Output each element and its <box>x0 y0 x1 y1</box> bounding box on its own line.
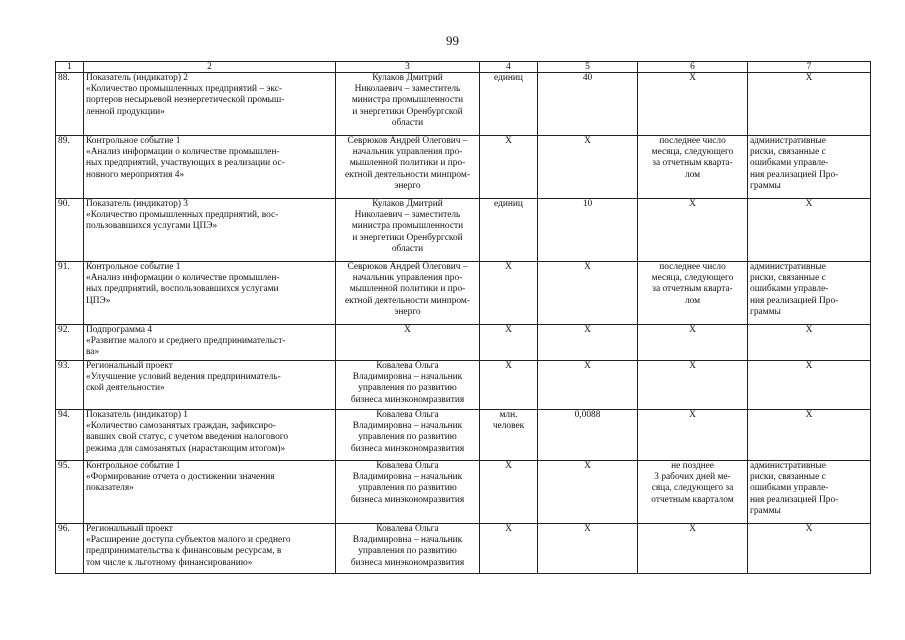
cell-text-line: Владимировна – начальник <box>352 535 463 546</box>
cell-text-line: Х <box>689 199 696 209</box>
row-number-cell: 90. <box>56 199 84 262</box>
cell-text-line: министра промышленности <box>351 221 464 232</box>
cell-text-line: единиц <box>494 73 523 83</box>
cell-text-line: Региональный проект <box>86 524 173 534</box>
cell-text-line: ЦПЭ» <box>86 295 111 306</box>
cell-text-line: режима для самозанятых (нарастающим итогом)» <box>86 443 286 454</box>
cell-text-line: не позднее <box>671 461 714 471</box>
unit-cell <box>480 325 538 361</box>
row-number-cell: 91. <box>56 262 84 325</box>
cell-text-line: том числе к льготному финансированию» <box>86 557 253 568</box>
cell-text-line: Показатель (индикатор) 2 <box>86 73 188 83</box>
program-table <box>55 61 871 574</box>
cell-text-line: Х <box>584 461 591 471</box>
description-cell <box>84 73 336 136</box>
unit-cell <box>480 73 538 136</box>
cell-text-line: Х <box>505 461 512 471</box>
row-number-cell: 88. <box>56 73 84 136</box>
header-cell: 3 <box>336 62 480 73</box>
cell-text-line: энерго <box>394 306 421 317</box>
risk-cell <box>748 410 871 461</box>
cell-text-line: Х <box>805 199 813 209</box>
description-cell <box>84 461 336 524</box>
cell-text-line: ектной деятельности минпром- <box>344 295 470 306</box>
cell-text-line: вавших свой статус, с учетом введения налогового <box>86 432 289 443</box>
cell-text-line: Владимировна – начальник <box>352 372 463 383</box>
cell-text-line: Кулаков Дмитрий <box>372 73 443 83</box>
description-cell <box>84 524 336 574</box>
cell-text-line: Х <box>584 361 591 371</box>
cell-text-line: Показатель (индикатор) 1 <box>86 410 188 420</box>
header-cell: 6 <box>638 62 748 73</box>
unit-cell <box>480 524 538 574</box>
cell-text-line: ных предприятий, участвующих в реализации ос- <box>86 158 285 169</box>
cell-text-line: «Расширение доступа субъектов малого и среднего <box>86 535 291 546</box>
cell-text-line: области <box>391 243 424 254</box>
row-number-cell: 93. <box>56 361 84 410</box>
cell-text-line: ской деятельности» <box>86 383 165 394</box>
cell-text-line: «Количество промышленных предприятий – экс- <box>86 84 283 95</box>
cell-text-line: человек <box>492 421 525 432</box>
value-cell <box>538 199 638 262</box>
cell-text-line: «Количество самозанятых граждан, зафиксиро- <box>86 421 276 432</box>
cell-text-line: граммы <box>750 306 781 317</box>
description-cell <box>84 361 336 410</box>
cell-text-line: Николаевич – заместитель <box>354 84 461 95</box>
cell-text-line: Х <box>505 524 512 534</box>
description-cell <box>84 199 336 262</box>
term-cell <box>638 73 748 136</box>
cell-text-line: начальник управления про- <box>352 147 463 158</box>
cell-text-line: и энергетики Оренбургской <box>352 106 463 117</box>
cell-text-line: «Анализ информации о количестве промышлен- <box>86 273 280 284</box>
cell-text-line: единиц <box>494 199 523 209</box>
cell-text-line: Х <box>584 524 591 534</box>
cell-text-line: управления по развитию <box>358 483 457 494</box>
table-row <box>56 199 871 262</box>
cell-text-line: ния реализацией Про- <box>750 295 839 306</box>
cell-text-line: Х <box>689 410 696 420</box>
row-number-cell: 89. <box>56 136 84 199</box>
description-cell <box>84 136 336 199</box>
cell-text-line: предпринимательства к финансовым ресурсам, в <box>86 546 282 557</box>
cell-text-line: Х <box>805 361 813 371</box>
cell-text-line: Х <box>584 262 591 272</box>
value-cell <box>538 524 638 574</box>
term-cell <box>638 524 748 574</box>
risk-cell <box>748 325 871 361</box>
table-row <box>56 410 871 461</box>
responsible-cell <box>336 524 480 574</box>
cell-text-line: риски, связанные с <box>750 147 826 158</box>
table-row <box>56 524 871 574</box>
page-number: 99 <box>446 33 459 48</box>
value-cell <box>538 262 638 325</box>
responsible-cell <box>336 461 480 524</box>
cell-text-line: «Количество промышленных предприятий, вос- <box>86 210 279 221</box>
term-cell <box>638 325 748 361</box>
term-cell <box>638 410 748 461</box>
cell-text-line: ошибками управле- <box>750 483 829 494</box>
cell-text-line: «Улучшение условий ведения предприниматель- <box>86 372 281 383</box>
risk-cell <box>748 262 871 325</box>
cell-text-line: Ковалева Ольга <box>376 524 439 534</box>
unit-cell <box>480 361 538 410</box>
unit-cell <box>480 199 538 262</box>
cell-text-line: Николаевич – заместитель <box>354 210 461 221</box>
cell-text-line: сяца, следующего за <box>651 483 734 494</box>
cell-text-line: «Формирование отчета о достижении значения <box>86 472 275 483</box>
cell-text-line: Региональный проект <box>86 361 173 371</box>
cell-text-line: за отчетным кварта- <box>652 284 733 295</box>
cell-text-line: Севрюков Андрей Олегович – <box>347 262 468 272</box>
cell-text-line: 0,0088 <box>574 410 601 420</box>
responsible-cell <box>336 361 480 410</box>
cell-text-line: мышленной политики и про- <box>349 158 466 169</box>
cell-text-line: энерго <box>394 180 421 191</box>
cell-text-line: риски, связанные с <box>750 273 826 284</box>
cell-text-line: управления по развитию <box>358 383 457 394</box>
unit-cell <box>480 262 538 325</box>
cell-text-line: бизнеса минэкономразвития <box>350 394 465 405</box>
cell-text-line: ошибками управле- <box>750 158 829 169</box>
cell-text-line: портеров несырьевой неэнергетической промыш- <box>86 95 285 106</box>
cell-text-line: месяца, следующего <box>651 273 734 284</box>
cell-text-line: пользовавшихся услугами ЦПЭ» <box>86 221 218 232</box>
cell-text-line: показателя» <box>86 483 134 494</box>
description-cell <box>84 410 336 461</box>
cell-text-line: Х <box>404 325 411 335</box>
cell-text-line: ния реализацией Про- <box>750 169 839 180</box>
risk-cell <box>748 73 871 136</box>
cell-text-line: Х <box>584 136 591 146</box>
cell-text-line: ошибками управле- <box>750 284 829 295</box>
cell-text-line: Севрюков Андрей Олегович – <box>347 136 468 146</box>
term-cell <box>638 461 748 524</box>
cell-text-line: ектной деятельности минпром- <box>344 169 470 180</box>
risk-cell <box>748 361 871 410</box>
cell-text-line: и энергетики Оренбургской <box>352 232 463 243</box>
cell-text-line: бизнеса минэкономразвития <box>350 494 465 505</box>
table-row <box>56 262 871 325</box>
table-header-row <box>56 62 871 73</box>
cell-text-line: млн. <box>499 410 518 420</box>
cell-text-line: административные <box>750 262 826 272</box>
cell-text-line: 10 <box>582 199 593 209</box>
row-number-cell: 95. <box>56 461 84 524</box>
cell-text-line: «Развитие малого и среднего предпринимательст- <box>86 336 286 347</box>
cell-text-line: Х <box>505 262 512 272</box>
cell-text-line: отчетным кварталом <box>651 494 734 505</box>
row-number-cell: 96. <box>56 524 84 574</box>
unit-cell <box>480 410 538 461</box>
cell-text-line: Владимировна – начальник <box>352 421 463 432</box>
header-cell: 5 <box>538 62 638 73</box>
cell-text-line: Ковалева Ольга <box>376 361 439 371</box>
risk-cell <box>748 199 871 262</box>
row-number-cell: 92. <box>56 325 84 361</box>
cell-text-line: Контрольное событие 1 <box>86 461 181 471</box>
cell-text-line: 40 <box>582 73 593 83</box>
cell-text-line: лом <box>684 295 701 306</box>
cell-text-line: мышленной политики и про- <box>349 284 466 295</box>
header-cell: 4 <box>480 62 538 73</box>
cell-text-line: Кулаков Дмитрий <box>372 199 443 209</box>
value-cell <box>538 410 638 461</box>
cell-text-line: Х <box>689 325 696 335</box>
description-cell <box>84 325 336 361</box>
value-cell <box>538 73 638 136</box>
cell-text-line: административные <box>750 136 826 146</box>
cell-text-line: Х <box>689 361 696 371</box>
cell-text-line: области <box>391 117 424 128</box>
table-row <box>56 325 871 361</box>
cell-text-line: бизнеса минэкономразвития <box>350 557 465 568</box>
cell-text-line: новного мероприятия 4» <box>86 169 185 180</box>
responsible-cell <box>336 325 480 361</box>
cell-text-line: 3 рабочих дней ме- <box>654 472 731 483</box>
cell-text-line: ния реализацией Про- <box>750 494 839 505</box>
cell-text-line: начальник управления про- <box>352 273 463 284</box>
cell-text-line: Х <box>805 73 813 83</box>
value-cell <box>538 461 638 524</box>
cell-text-line: последнее число <box>659 262 726 272</box>
cell-text-line: административные <box>750 461 826 471</box>
cell-text-line: за отчетным квартa- <box>652 158 733 169</box>
cell-text-line: лом <box>684 169 701 180</box>
cell-text-line: Х <box>689 73 696 83</box>
risk-cell <box>748 524 871 574</box>
responsible-cell <box>336 73 480 136</box>
responsible-cell <box>336 410 480 461</box>
term-cell <box>638 136 748 199</box>
cell-text-line: последнее число <box>659 136 726 146</box>
cell-text-line: ных предприятий, воспользовавшихся услугами <box>86 284 279 295</box>
row-number-cell: 94. <box>56 410 84 461</box>
table-row <box>56 461 871 524</box>
header-cell: 1 <box>56 62 84 73</box>
cell-text-line: месяца, следующего <box>651 147 734 158</box>
cell-text-line: «Анализ информации о количестве промышлен- <box>86 147 280 158</box>
risk-cell <box>748 136 871 199</box>
table-row <box>56 361 871 410</box>
cell-text-line: Подпрограмма 4 <box>86 325 153 335</box>
cell-text-line: Х <box>805 524 813 534</box>
cell-text-line: управления по развитию <box>358 432 457 443</box>
cell-text-line: риски, связанные с <box>750 472 826 483</box>
term-cell <box>638 199 748 262</box>
cell-text-line: Контрольное событие 1 <box>86 262 181 272</box>
cell-text-line: Х <box>805 410 813 420</box>
cell-text-line: Ковалева Ольга <box>376 461 439 471</box>
cell-text-line: граммы <box>750 505 781 516</box>
unit-cell <box>480 136 538 199</box>
cell-text-line: ва» <box>86 347 100 358</box>
cell-text-line: Х <box>689 524 696 534</box>
cell-text-line: Х <box>505 325 512 335</box>
responsible-cell <box>336 199 480 262</box>
table-row <box>56 73 871 136</box>
term-cell <box>638 262 748 325</box>
responsible-cell <box>336 262 480 325</box>
term-cell <box>638 361 748 410</box>
cell-text-line: ленной продукции» <box>86 106 165 117</box>
cell-text-line: Контрольное событие 1 <box>86 136 181 146</box>
responsible-cell <box>336 136 480 199</box>
cell-text-line: Ковалева Ольга <box>376 410 439 420</box>
description-cell <box>84 262 336 325</box>
value-cell <box>538 325 638 361</box>
value-cell <box>538 136 638 199</box>
cell-text-line: бизнеса минэкономразвития <box>350 443 465 454</box>
cell-text-line: Х <box>584 325 591 335</box>
cell-text-line: Х <box>505 361 512 371</box>
value-cell <box>538 361 638 410</box>
cell-text-line: Х <box>505 136 512 146</box>
cell-text-line: Владимировна – начальник <box>352 472 463 483</box>
cell-text-line: Показатель (индикатор) 3 <box>86 199 188 209</box>
cell-text-line: Х <box>805 325 813 335</box>
cell-text-line: министра промышленности <box>351 95 464 106</box>
table-row <box>56 136 871 199</box>
header-cell: 2 <box>84 62 336 73</box>
cell-text-line: управления по развитию <box>358 546 457 557</box>
unit-cell <box>480 461 538 524</box>
header-cell: 7 <box>748 62 871 73</box>
risk-cell <box>748 461 871 524</box>
cell-text-line: граммы <box>750 180 781 191</box>
